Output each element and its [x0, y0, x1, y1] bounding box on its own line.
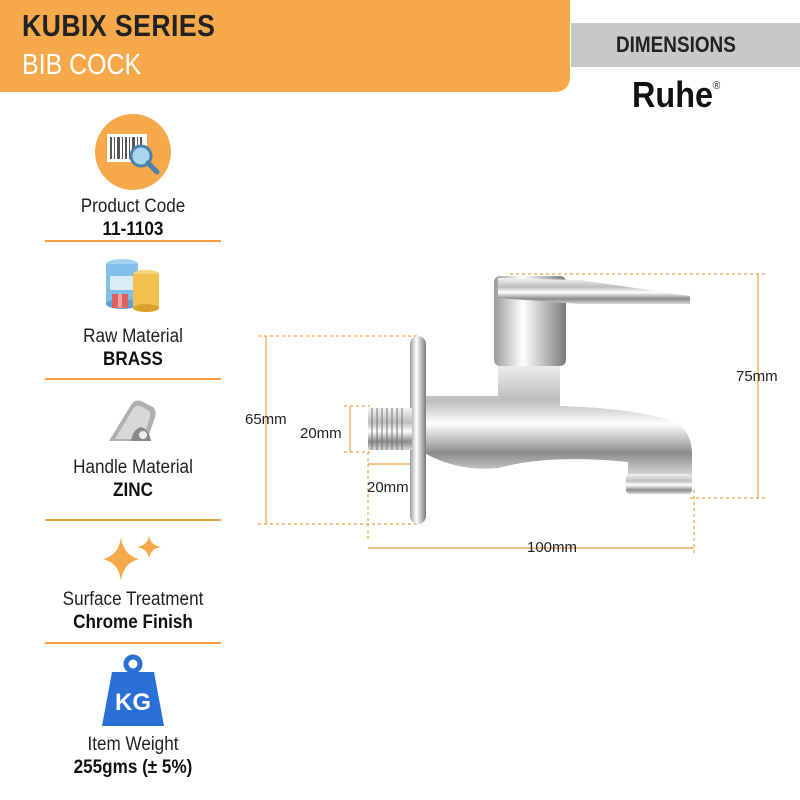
spout-outlet [626, 474, 692, 494]
sparkle-icon [97, 533, 169, 585]
divider [45, 519, 221, 521]
product-type: BIB COCK [22, 49, 142, 81]
brand-logo [632, 74, 720, 116]
raw-material-value: BRASS [103, 349, 163, 370]
wall-flange [410, 336, 426, 524]
raw-material-label: Raw Material [83, 326, 183, 347]
feature-product-code [45, 112, 221, 241]
divider [45, 378, 221, 380]
thread-length-label: 20mm [367, 479, 409, 496]
surface-treatment-value: Chrome Finish [73, 612, 193, 633]
item-weight-label: Item Weight [87, 734, 179, 755]
material-cans-icon [98, 252, 168, 322]
item-weight-value: 255gms (± 5%) [73, 757, 193, 778]
thread-diameter-label: 20mm [300, 425, 342, 442]
lever-handle [498, 278, 690, 304]
height-total-label: 75mm [736, 368, 778, 385]
handle-icon [101, 393, 165, 453]
weight-icon [98, 654, 168, 730]
product-code-value: 11-1103 [102, 219, 164, 240]
surface-treatment-label: Surface Treatment [62, 589, 204, 610]
feature-item-weight [45, 654, 221, 779]
divider [45, 240, 221, 242]
feature-handle-material [45, 393, 221, 502]
weight-icon-text: KG [115, 689, 151, 716]
handle-material-value: ZINC [113, 480, 153, 501]
dimensions-tab [571, 23, 800, 67]
brand-name: Ruhe [632, 74, 713, 115]
height-flange-label: 65mm [245, 411, 287, 428]
handle-material-label: Handle Material [73, 457, 193, 478]
header-banner [0, 0, 570, 92]
product-code-label: Product Code [80, 196, 186, 217]
registered-mark: ® [713, 80, 721, 92]
projection-label: 100mm [527, 539, 578, 556]
threaded-inlet [368, 408, 412, 450]
tap-body [426, 360, 692, 476]
series-title: KUBIX SERIES [22, 8, 216, 43]
dimension-diagram [230, 240, 790, 570]
divider [45, 642, 221, 644]
feature-surface-treatment [45, 533, 221, 634]
dimensions-label: DIMENSIONS [616, 32, 736, 57]
feature-raw-material [45, 252, 221, 371]
barcode-search-icon [93, 112, 173, 192]
